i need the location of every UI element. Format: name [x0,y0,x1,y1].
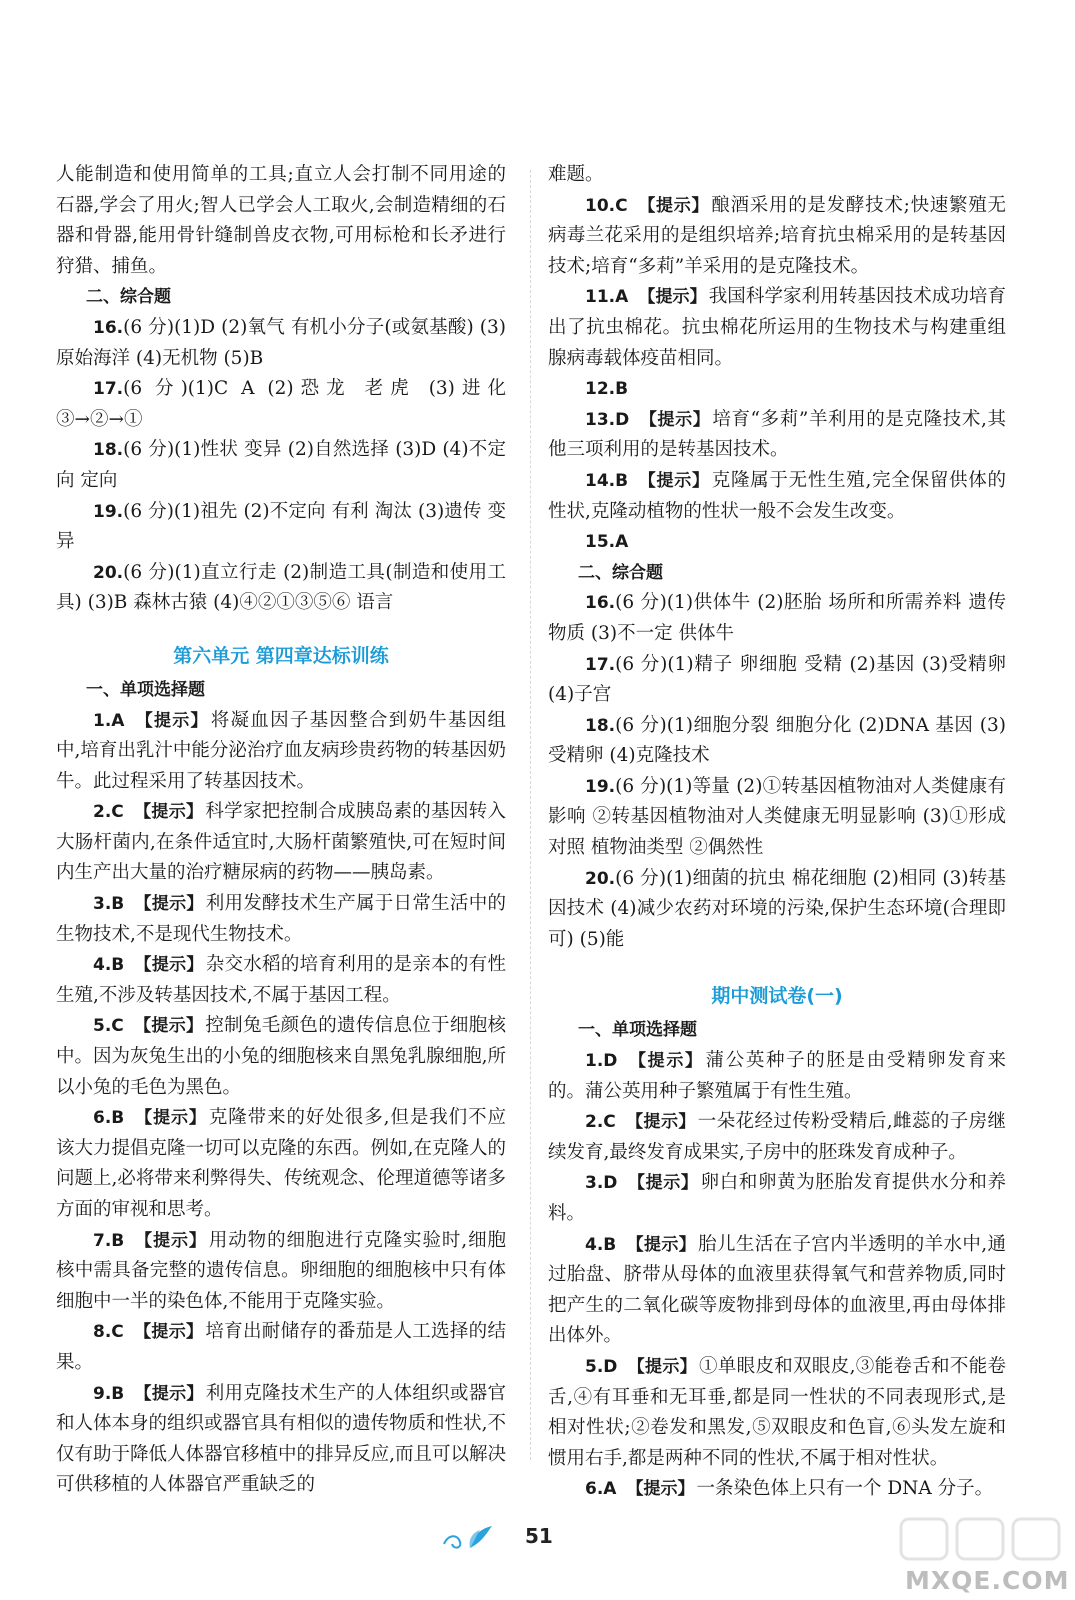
answer-text: 一、单项选择题 [578,1020,697,1041]
question-number: 16. [93,317,124,338]
question-number: 14.B [585,470,629,491]
answer-item [56,313,506,374]
question-number: 10.C [585,195,628,216]
answer-text: 一条染色体上只有一个 DNA 分子。 [696,1478,994,1500]
answer-text: 控制兔毛颜色的遗传信息位于细胞核中。因为灰兔生出的小兔的细胞核来自黑兔乳腺细胞,所以小兔的毛色为黑色。 [56,1015,506,1098]
question-number: 20. [585,868,616,889]
answer-item [548,1352,1006,1474]
answer-item [548,772,1006,864]
question-number: 18. [93,440,124,461]
hint-label: 【提示】 [134,1230,207,1251]
question-number: 5.D [585,1356,618,1377]
answer-item [56,160,506,282]
answer-item [56,1317,506,1378]
answer-item [548,1046,1006,1107]
question-number: 17. [585,654,616,675]
question-number: 4.B [585,1234,617,1255]
answer-item [56,889,506,950]
answer-item [56,1011,506,1103]
answer-text: 利用克隆技术生产的人体组织或器官和人体本身的组织或器官具有相似的遗传物质和性状,不仅有助于降低人体器官移植中的排异反应,而且可以解决可供移植的人体器官严重缺乏的 [56,1382,506,1496]
subsection-heading [56,282,506,313]
answer-text: (6 分)(1)供体牛 (2)胚胎 场所和所需养料 遗传物质 (3)不一定 供体牛 [548,592,1006,644]
answer-text: 一、单项选择题 [86,679,205,700]
answer-text: (6 分)(1)D (2)氧气 有机小分子(或氨基酸) (3)原始海洋 (4)无机物 (5)B [56,316,506,369]
answer-text: 将凝血因子基因整合到奶牛基因组中,培育出乳汁中能分泌治疗血友病珍贵药物的转基因奶牛。此过程采用了转基因技术。 [56,709,506,792]
answer-text: (6 分)(1)细菌的抗虫 棉花细胞 (2)相同 (3)转基因技术 (4)减少农药对环境的污染,保护生态环境(合理即可) (5)能 [548,867,1006,950]
answer-text: 难题。 [548,164,604,185]
answer-item [548,527,1006,558]
answer-text: 培育出耐储存的番茄是人工选择的结果。 [56,1321,506,1373]
hint-label: 【提示】 [134,710,209,731]
question-number: 3.B [93,894,125,915]
question-number: 1.A [93,710,125,731]
hint-label: 【提示】 [134,1383,204,1404]
page-number: 51 [525,1524,553,1548]
answer-text: 蒲公英种子的胚是由受精卵发育来的。蒲公英用种子繁殖属于有性生殖。 [548,1050,1006,1102]
answer-text: 我国科学家利用转基因技术成功培育出了抗虫棉花。抗虫棉花所运用的生物技术与构建重组腺病毒载体疫苗相同。 [548,286,1006,369]
question-number: 15.A [585,532,629,553]
answer-text: 二、综合题 [578,562,663,583]
question-number: 16. [585,593,616,614]
subsection-heading [56,675,506,706]
answer-item [56,1103,506,1225]
answer-text: 胎儿生活在子宫内半透明的羊水中,通过胎盘、脐带从母体的血液里获得氧气和营养物质,同时把产生的二氧化碳等废物排到母体的血液里,再由母体排出体外。 [548,1233,1006,1347]
answer-item [56,706,506,798]
answer-item [56,497,506,558]
question-number: 9.B [93,1383,125,1404]
answer-item [548,1168,1006,1229]
subsection-heading [548,558,1006,589]
hint-label: 【提示】 [638,287,707,308]
answer-text: (6 分)(1)等量 (2)①转基因植物油对人类健康有影响 ②转基因植物油对人类健康无明显影响 (3)①形成对照 植物油类型 ②偶然性 [548,775,1006,859]
question-number: 20. [93,562,124,583]
answer-item [548,160,1006,191]
left-column [56,160,506,1501]
section-title [548,981,1006,1011]
answer-item [548,711,1006,772]
answer-item [56,374,506,435]
section-title [56,641,506,671]
question-number: 6.A [585,1479,617,1500]
answer-text: 一朵花经过传粉受精后,雌蕊的子房继续发育,最终发育成果实,子房中的胚珠发育成种子。 [548,1111,1007,1163]
right-column [548,160,1006,1505]
question-number: 6.B [93,1108,125,1129]
hint-label: 【提示】 [625,1112,696,1133]
answer-text: 克隆属于无性生殖,完全保留供体的性状,克隆动植物的性状一般不会发生改变。 [548,469,1006,522]
hint-label: 【提示】 [638,470,710,491]
answer-text: 期中测试卷(一) [711,985,843,1008]
answer-item [548,282,1006,374]
answer-text: 用动物的细胞进行克隆实验时,细胞核中需具备完整的遗传信息。卵细胞的细胞核中只有体细胞中一半的染色体,不能用于克隆实验。 [56,1229,506,1312]
answer-item [548,1474,1006,1505]
answer-item [548,650,1006,711]
footer-swirl-icon [440,1522,500,1552]
answer-item [56,950,506,1011]
column-divider [530,170,531,1460]
hint-label: 【提示】 [626,1479,695,1500]
hint-label: 【提示】 [134,1108,207,1129]
question-number: 2.C [93,802,124,823]
answer-text: (6 分)(1)细胞分裂 细胞分化 (2)DNA 基因 (3)受精卵 (4)克隆技术 [548,714,1006,767]
hint-label: 【提示】 [637,195,710,216]
watermark-text: MXQE.COM [905,1566,1070,1595]
hint-label: 【提示】 [639,409,711,430]
question-number: 13.D [585,409,630,430]
answer-text: 利用发酵技术生产属于日常生活中的生物技术,不是现代生物技术。 [56,893,506,945]
answer-text: 培育“多莉”羊利用的是克隆技术,其他三项利用的是转基因技术。 [548,408,1006,461]
answer-item [56,1226,506,1318]
answer-text: 科学家把控制合成胰岛素的基因转入大肠杆菌内,在条件适宜时,大肠杆菌繁殖快,可在短时间内生产出大量的治疗糖尿病的药物——胰岛素。 [56,801,506,884]
question-number: 8.C [93,1322,124,1343]
answer-item [548,191,1006,283]
question-number: 7.B [93,1230,125,1251]
answer-text: 二、综合题 [86,287,171,308]
question-number: 2.C [585,1112,616,1133]
hint-label: 【提示】 [134,894,204,915]
answer-text: 人能制造和使用简单的工具;直立人会打制不同用途的石器,学会了用火;智人已学会人工取火,会制造精细的石器和骨器,能用骨针缝制兽皮衣物,可用标枪和长矛进行狩猎、捕鱼。 [56,164,506,277]
hint-label: 【提示】 [133,1016,204,1037]
answer-item [548,374,1006,405]
hint-label: 【提示】 [133,1322,204,1343]
answer-item [548,466,1006,527]
question-number: 4.B [93,955,125,976]
hint-label: 【提示】 [133,802,204,823]
answer-item [56,1379,506,1501]
question-number: 5.C [93,1016,124,1037]
answer-item [548,588,1006,649]
answer-item [548,1107,1006,1168]
answer-text: ①单眼皮和双眼皮,③能卷舌和不能卷舌,④有耳垂和无耳垂,都是同一性状的不同表现形式,是相对性状;②卷发和黑发,⑤双眼皮和色盲,⑥头发左旋和惯用右手,都是两种不同的性状,不属于相对性状。 [548,1355,1007,1469]
answer-text: 卵白和卵黄为胚胎发育提供水分和养料。 [548,1172,1006,1224]
answer-text: 杂交水稻的培育利用的是亲本的有性生殖,不涉及转基因技术,不属于基因工程。 [56,954,506,1006]
subsection-heading [548,1015,1006,1046]
answer-text: (6 分)(1)祖先 (2)不定向 有利 淘汰 (3)遗传 变异 [56,500,506,553]
answer-item [56,435,506,496]
answer-item [56,558,506,619]
answer-item [548,864,1006,956]
answer-text: 第六单元 第四章达标训练 [173,644,389,667]
answer-text: 克隆带来的好处很多,但是我们不应该大力提倡克隆一切可以克隆的东西。例如,在克隆人的问题上,必将带来利弊得失、传统观念、伦理道德等诸多方面的审视和思考。 [56,1107,506,1220]
answer-item [548,1230,1006,1352]
question-number: 12.B [585,379,629,400]
hint-label: 【提示】 [627,1356,698,1377]
question-number: 3.D [585,1173,618,1194]
question-number: 18. [585,715,616,736]
answer-text: (6 分)(1)精子 卵细胞 受精 (2)基因 (3)受精卵 (4)子宫 [548,653,1006,706]
answer-text: (6 分)(1)C A (2)恐龙 老虎 (3)进化 ③→②→① [56,378,506,430]
answer-item [56,797,506,889]
question-number: 19. [93,501,124,522]
question-number: 17. [93,379,124,400]
answer-text: (6 分)(1)性状 变异 (2)自然选择 (3)D (4)不定向 定向 [56,439,506,491]
hint-label: 【提示】 [134,955,204,976]
question-number: 1.D [585,1051,618,1072]
hint-label: 【提示】 [627,1173,699,1194]
question-number: 19. [585,776,616,797]
hint-label: 【提示】 [627,1051,704,1072]
answer-text: 酿酒采用的是发酵技术;快速繁殖无病毒兰花采用的是组织培养;培育抗虫棉采用的是转基因技术;培育“多莉”羊采用的是克隆技术。 [548,194,1007,277]
answer-text: (6 分)(1)直立行走 (2)制造工具(制造和使用工具) (3)B 森林古猿 (4)④②①③⑤⑥ 语言 [56,561,506,614]
question-number: 11.A [585,287,629,308]
hint-label: 【提示】 [626,1234,697,1255]
answer-item [548,405,1006,466]
